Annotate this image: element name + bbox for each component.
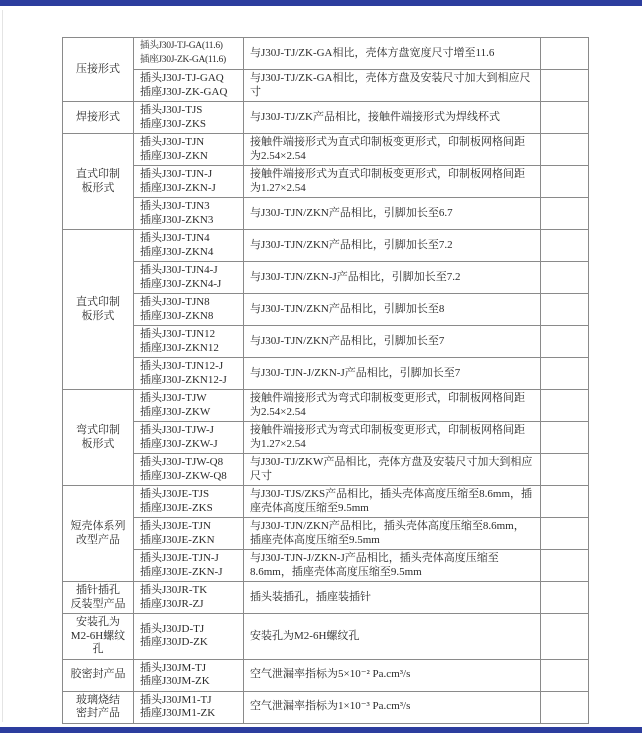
model-cell: [134, 659, 244, 691]
empty-cell: [541, 294, 589, 326]
model-cell: [134, 70, 244, 102]
model-line: 插座J30J-ZK-GA(11.6): [140, 54, 226, 65]
model-line: 插座J30J-ZKN4: [140, 245, 214, 258]
model-line: 插座J30JE-ZKN-J: [140, 565, 223, 578]
category-line: 弯式印制: [76, 424, 120, 436]
table-row: [63, 102, 589, 134]
model-line: 插座J30J-ZKN-J: [140, 181, 216, 194]
model-cell: [134, 582, 244, 614]
model-cell: [134, 518, 244, 550]
description-cell: 与J30J-TJN/ZKN产品相比，引脚加长至6.7: [244, 198, 541, 230]
description-cell: 与J30J-TJN-J/ZKN-J产品相比，插头壳体高度压缩至8.6mm，插座壳体高度压缩至9.5mm: [244, 550, 541, 582]
model-cell: [134, 691, 244, 723]
category-line: 短壳体系列: [70, 520, 126, 532]
model-line: 插座J30J-ZKN: [140, 149, 208, 162]
description-cell: 接触件端接形式为直式印制板变更形式，印制板网格间距为2.54×2.54: [244, 134, 541, 166]
model-line: 插座J30J-ZK-GAQ: [140, 85, 228, 98]
table-row: [63, 390, 589, 422]
empty-cell: [541, 198, 589, 230]
table-row: [63, 614, 589, 660]
category-line: 直式印制: [76, 296, 120, 308]
description-cell: 与J30J-TJN/ZKN产品相比，插头壳体高度压缩至8.6mm，插座壳体高度压缩至9.5mm: [244, 518, 541, 550]
model-line: 插座J30J-ZKN4-J: [140, 277, 222, 290]
table-row: [63, 166, 589, 198]
category-line: 反装型产品: [70, 597, 126, 610]
description-cell: 与J30J-TJN/ZKN产品相比，引脚加长至7.2: [244, 230, 541, 262]
category-cell: [63, 659, 134, 691]
table-row: [63, 262, 589, 294]
description-cell: 安装孔为M2-6H螺纹孔: [244, 614, 541, 660]
description-cell: 接触件端接形式为弯式印制板变更形式，印制板网格间距为2.54×2.54: [244, 390, 541, 422]
category-line: 密封产品: [76, 707, 120, 719]
model-line: 插座J30JE-ZKN: [140, 533, 215, 546]
description-cell: 与J30J-TJ/ZK-GA相比，壳体方盘及安装尺寸加大到相应尺寸: [244, 70, 541, 102]
category-line: M2-6H螺纹孔: [70, 629, 126, 655]
model-line: 插头J30J-TJN: [140, 136, 205, 148]
model-cell: [134, 134, 244, 166]
description-cell: 接触件端接形式为弯式印制板变更形式，印制板网格间距为1.27×2.54: [244, 422, 541, 454]
model-cell: [134, 102, 244, 134]
description-cell: 空气泄漏率指标为1×10⁻³ Pa.cm³/s: [244, 691, 541, 723]
model-line: 插头J30J-TJ-GAQ: [140, 72, 224, 84]
product-table-body: [63, 38, 589, 724]
top-accent-bar: [0, 0, 642, 6]
empty-cell: [541, 390, 589, 422]
description-cell: 与J30J-TJS/ZKS产品相比，插头壳体高度压缩至8.6mm，插座壳体高度压缩至9.5mm: [244, 486, 541, 518]
category-cell: [63, 38, 134, 102]
model-line: 插头J30JR-TK: [140, 584, 208, 596]
model-cell: [134, 166, 244, 198]
bottom-accent-bar: [0, 727, 642, 733]
model-line: 插头J30J-TJW-Q8: [140, 456, 224, 468]
category-cell: [63, 582, 134, 614]
model-line: 插头J30J-TJN12: [140, 328, 216, 340]
category-line: 玻璃烧结: [76, 693, 120, 706]
description-cell: 与J30J-TJN/ZKN产品相比，引脚加长至7: [244, 326, 541, 358]
description-cell: 与J30J-TJ/ZK产品相比，接触件端接形式为焊线杯式: [244, 102, 541, 134]
model-cell: [134, 326, 244, 358]
empty-cell: [541, 582, 589, 614]
table-row: [63, 134, 589, 166]
model-line: 插头J30JM1-TJ: [140, 693, 212, 706]
category-line: 板形式: [81, 309, 115, 322]
description-cell: 插头装插孔，插座装插针: [244, 582, 541, 614]
model-line: 插头J30J-TJN8: [140, 296, 210, 308]
model-cell: [134, 358, 244, 390]
model-cell: [134, 454, 244, 486]
empty-cell: [541, 614, 589, 660]
category-line: 插针插孔: [76, 584, 120, 596]
model-cell: [134, 198, 244, 230]
model-cell: [134, 294, 244, 326]
category-cell: [63, 230, 134, 390]
model-line: 插头J30JE-TJN: [140, 520, 211, 532]
empty-cell: [541, 691, 589, 723]
table-row: [63, 582, 589, 614]
model-cell: [134, 38, 244, 70]
category-line: 压接形式: [76, 62, 120, 75]
empty-cell: [541, 38, 589, 70]
page-edge-line: [2, 10, 3, 722]
empty-cell: [541, 358, 589, 390]
model-cell: [134, 422, 244, 454]
category-line: 胶密封产品: [70, 668, 126, 681]
model-line: 插座J30JE-ZKS: [140, 501, 213, 514]
model-line: 插头J30JE-TJS: [140, 488, 210, 500]
model-line: 插头J30J-TJN12-J: [140, 360, 224, 372]
description-cell: 与J30J-TJN/ZKN-J产品相比，引脚加长至7.2: [244, 262, 541, 294]
empty-cell: [541, 454, 589, 486]
model-cell: [134, 486, 244, 518]
model-line: 插头J30J-TJN4-J: [140, 264, 218, 276]
model-line: 插座J30J-ZKN3: [140, 213, 214, 226]
empty-cell: [541, 70, 589, 102]
model-line: 插头J30J-TJN4: [140, 232, 210, 244]
table-row: [63, 518, 589, 550]
table-row: [63, 326, 589, 358]
model-cell: [134, 390, 244, 422]
category-line: 直式印制: [76, 168, 120, 180]
description-cell: 与J30J-TJ/ZKW产品相比，壳体方盘及安装尺寸加大到相应尺寸: [244, 454, 541, 486]
empty-cell: [541, 134, 589, 166]
model-cell: [134, 230, 244, 262]
table-row: [63, 198, 589, 230]
model-line: 插座J30J-ZKN12: [140, 341, 219, 354]
category-cell: [63, 134, 134, 230]
model-line: 插座J30JD-ZK: [140, 636, 208, 649]
model-line: 插座J30J-ZKN8: [140, 309, 214, 322]
category-cell: [63, 691, 134, 723]
empty-cell: [541, 659, 589, 691]
table-row: [63, 486, 589, 518]
model-line: 插座J30J-ZKW-J: [140, 437, 218, 450]
empty-cell: [541, 326, 589, 358]
model-line: 插座J30J-ZKN12-J: [140, 373, 227, 386]
category-line: 焊接形式: [76, 110, 120, 123]
description-cell: 与J30J-TJN-J/ZKN-J产品相比，引脚加长至7: [244, 358, 541, 390]
model-line: 插头J30J-TJN-J: [140, 168, 213, 180]
model-cell: [134, 614, 244, 660]
empty-cell: [541, 102, 589, 134]
table-row: [63, 358, 589, 390]
empty-cell: [541, 550, 589, 582]
model-line: 插头J30J-TJN3: [140, 200, 210, 212]
empty-cell: [541, 518, 589, 550]
model-line: 插座J30JR-ZJ: [140, 597, 204, 610]
category-cell: [63, 102, 134, 134]
model-line: 插头J30J-TJS: [140, 104, 203, 116]
empty-cell: [541, 230, 589, 262]
model-line: 插头J30J-TJW-J: [140, 424, 214, 436]
table-row: [63, 454, 589, 486]
description-cell: 接触件端接形式为直式印制板变更形式，印制板网格间距为1.27×2.54: [244, 166, 541, 198]
table-row: [63, 230, 589, 262]
model-line: 插座J30J-ZKS: [140, 117, 207, 130]
category-line: 安装孔为: [76, 616, 120, 628]
empty-cell: [541, 422, 589, 454]
product-table: [62, 37, 589, 724]
table-row: [63, 659, 589, 691]
model-line: 插头J30J-TJ-GA(11.6): [140, 41, 223, 51]
model-cell: [134, 550, 244, 582]
model-line: 插头J30J-TJW: [140, 392, 207, 404]
model-line: 插座J30J-ZKW: [140, 405, 211, 418]
category-cell: [63, 614, 134, 660]
model-line: 插头J30JE-TJN-J: [140, 552, 219, 564]
table-row: [63, 70, 589, 102]
empty-cell: [541, 262, 589, 294]
model-line: 插头J30JD-TJ: [140, 622, 205, 635]
model-line: 插座J30J-ZKW-Q8: [140, 469, 227, 482]
model-line: 插头J30JM-TJ: [140, 661, 207, 674]
category-line: 改型产品: [76, 533, 120, 546]
table-row: [63, 550, 589, 582]
table-row: [63, 38, 589, 70]
table-row: [63, 422, 589, 454]
empty-cell: [541, 166, 589, 198]
category-cell: [63, 486, 134, 582]
model-line: 插座J30JM-ZK: [140, 675, 210, 687]
category-line: 板形式: [81, 437, 115, 450]
description-cell: 与J30J-TJN/ZKN产品相比，引脚加长至8: [244, 294, 541, 326]
category-line: 板形式: [81, 181, 115, 194]
category-cell: [63, 390, 134, 486]
model-cell: [134, 262, 244, 294]
table-row: [63, 294, 589, 326]
model-line: 插座J30JM1-ZK: [140, 707, 216, 719]
description-cell: 空气泄漏率指标为5×10⁻² Pa.cm³/s: [244, 659, 541, 691]
empty-cell: [541, 486, 589, 518]
description-cell: 与J30J-TJ/ZK-GA相比，壳体方盘宽度尺寸增至11.6: [244, 38, 541, 70]
table-row: [63, 691, 589, 723]
